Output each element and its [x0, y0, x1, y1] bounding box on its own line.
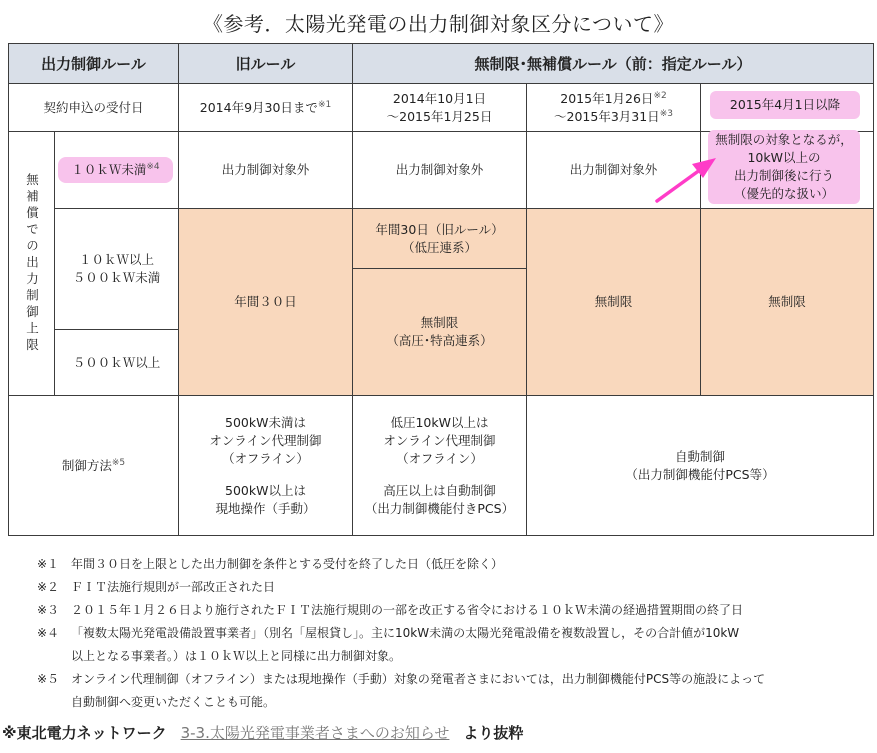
footnote-continuation: 自動制御へ変更いただくことも可能。 — [71, 695, 276, 709]
mid-period2-high-line1: 無制限 — [420, 315, 459, 330]
note-ref-5: ※5 — [111, 457, 126, 468]
contract-date-period2-start: 2014年10月1日 — [392, 90, 487, 106]
source-line — [2, 722, 523, 743]
small-period4-line2: 10kW以上の — [747, 150, 821, 165]
control-period2-line4: 高圧以上は自動制御 — [383, 482, 496, 498]
contract-date-period2-end: ～2015年1月25日 — [386, 108, 493, 124]
footnote — [37, 599, 765, 622]
control-old-line1: 500kW未満は — [225, 414, 306, 430]
control-old-line3: （オフライン） — [222, 450, 309, 466]
footnote-text: 「複数太陽光発電設備設置事業者」（別名「屋根貸し」。主に10kW未満の太陽光発電設備を複数設置し，その合計値が10kW — [71, 626, 740, 640]
control-old-line5: 現地操作（手動） — [215, 500, 316, 516]
source-link[interactable]: 3-3.太陽光発電事業者さまへのお知らせ — [180, 724, 450, 742]
control-period2-line5: （出力制御機能付きPCS） — [364, 500, 515, 516]
footnote — [37, 668, 765, 691]
footnote-text: オンライン代理制御（オフライン）または現地操作（手動）対象の発電者さまにおいては，出力制御機能付PCS等の施設によって — [71, 672, 766, 686]
footnote — [37, 553, 765, 576]
footnote-text: ２０１５年１月２６日より施行されたＦＩＴ法施行規則の一部を改正する省令における１０ｋＷ未満の経過措置期間の終了日 — [71, 603, 744, 617]
mid-period4-text: 無制限 — [768, 294, 806, 309]
small-period4-line4: （優先的な扱い） — [733, 186, 834, 201]
control-old-line2: オンライン代理制御 — [209, 432, 322, 448]
page-title: 《参考．太陽光発電の出力制御対象区分について》 — [202, 12, 675, 36]
source-prefix: ※東北電力ネットワーク — [2, 724, 167, 742]
note-ref-1: ※1 — [317, 99, 332, 110]
small-period4-line3: 出力制御後に行う — [733, 168, 834, 183]
contract-date-period3-end: ～2015年3月31日 — [554, 108, 660, 124]
row-label-large-text: ５００ｋＷ以上 — [72, 354, 161, 370]
header-old-rule-label: 旧ルール — [235, 54, 296, 73]
mid-period3-text: 無制限 — [594, 294, 633, 309]
footnote-text: 年間３０日を上限とした出力制御を条件とする受付を終了した日（低圧を除く） — [71, 557, 504, 571]
mid-period2-low-line2: （低圧連系） — [401, 239, 477, 255]
control-period2-line2: オンライン代理制御 — [383, 432, 496, 448]
control-period34-line2: （出力制御機能付PCS等） — [625, 466, 775, 482]
control-label-text: 制御方法 — [61, 457, 112, 473]
small-period2-text: 出力制御対象外 — [395, 162, 484, 177]
note-ref-2: ※2 — [653, 90, 667, 101]
control-period34-line1: 自動制御 — [674, 448, 725, 464]
footnote-mark: ※１ — [37, 557, 60, 571]
footnote — [37, 622, 765, 645]
footnote-mark: ※４ — [37, 626, 60, 640]
contract-date-old-text: 2014年9月30日まで — [199, 99, 318, 115]
row-label-mid-line2: ５００ｋＷ未満 — [72, 270, 161, 285]
side-label-text: 無補償での出力制御上限 — [24, 172, 40, 355]
header-unlimited-rule-label: 無制限･無補償ルール（前：指定ルール） — [474, 54, 752, 73]
contract-date-period3-start: 2015年1月26日 — [560, 90, 654, 106]
footnote-mark: ※３ — [37, 603, 60, 617]
contract-date-label-text: 契約申込の受付日 — [43, 99, 144, 115]
control-old-line4: 500kW以上は — [225, 482, 306, 498]
footnotes — [37, 553, 765, 714]
small-old-text: 出力制御対象外 — [221, 162, 310, 177]
control-period2-line3: （オフライン） — [396, 450, 483, 466]
control-period2-line1: 低圧10kW以上は — [390, 414, 489, 430]
small-period3-text: 出力制御対象外 — [569, 162, 658, 177]
footnote-mark: ※２ — [37, 580, 60, 594]
footnote-text: ＦＩＴ法施行規則が一部改正された日 — [71, 580, 276, 594]
contract-date-period4-text: 2015年4月1日以降 — [729, 97, 841, 112]
mid-old-text: 年間３０日 — [234, 294, 297, 309]
note-ref-4: ※4 — [146, 161, 160, 172]
small-period4-line1: 無制限の対象となるが， — [715, 132, 853, 147]
source-suffix: より抜粋 — [463, 724, 524, 742]
footnote-mark: ※５ — [37, 672, 60, 686]
row-label-mid-line1: １０ｋＷ以上 — [78, 252, 154, 267]
note-ref-3: ※3 — [659, 108, 673, 119]
row-label-small-text: １０ｋＷ未満 — [71, 162, 147, 177]
mid-period2-low-line1: 年間30日（旧ルール） — [375, 221, 504, 237]
footnote-continuation: 以上となる事業者。）は１０ｋＷ以上と同様に出力制御対象。 — [71, 649, 402, 663]
footnote — [37, 576, 765, 599]
mid-period2-high-line2: （高圧･特高連系） — [386, 333, 493, 348]
header-rule-label: 出力制御ルール — [41, 54, 146, 73]
